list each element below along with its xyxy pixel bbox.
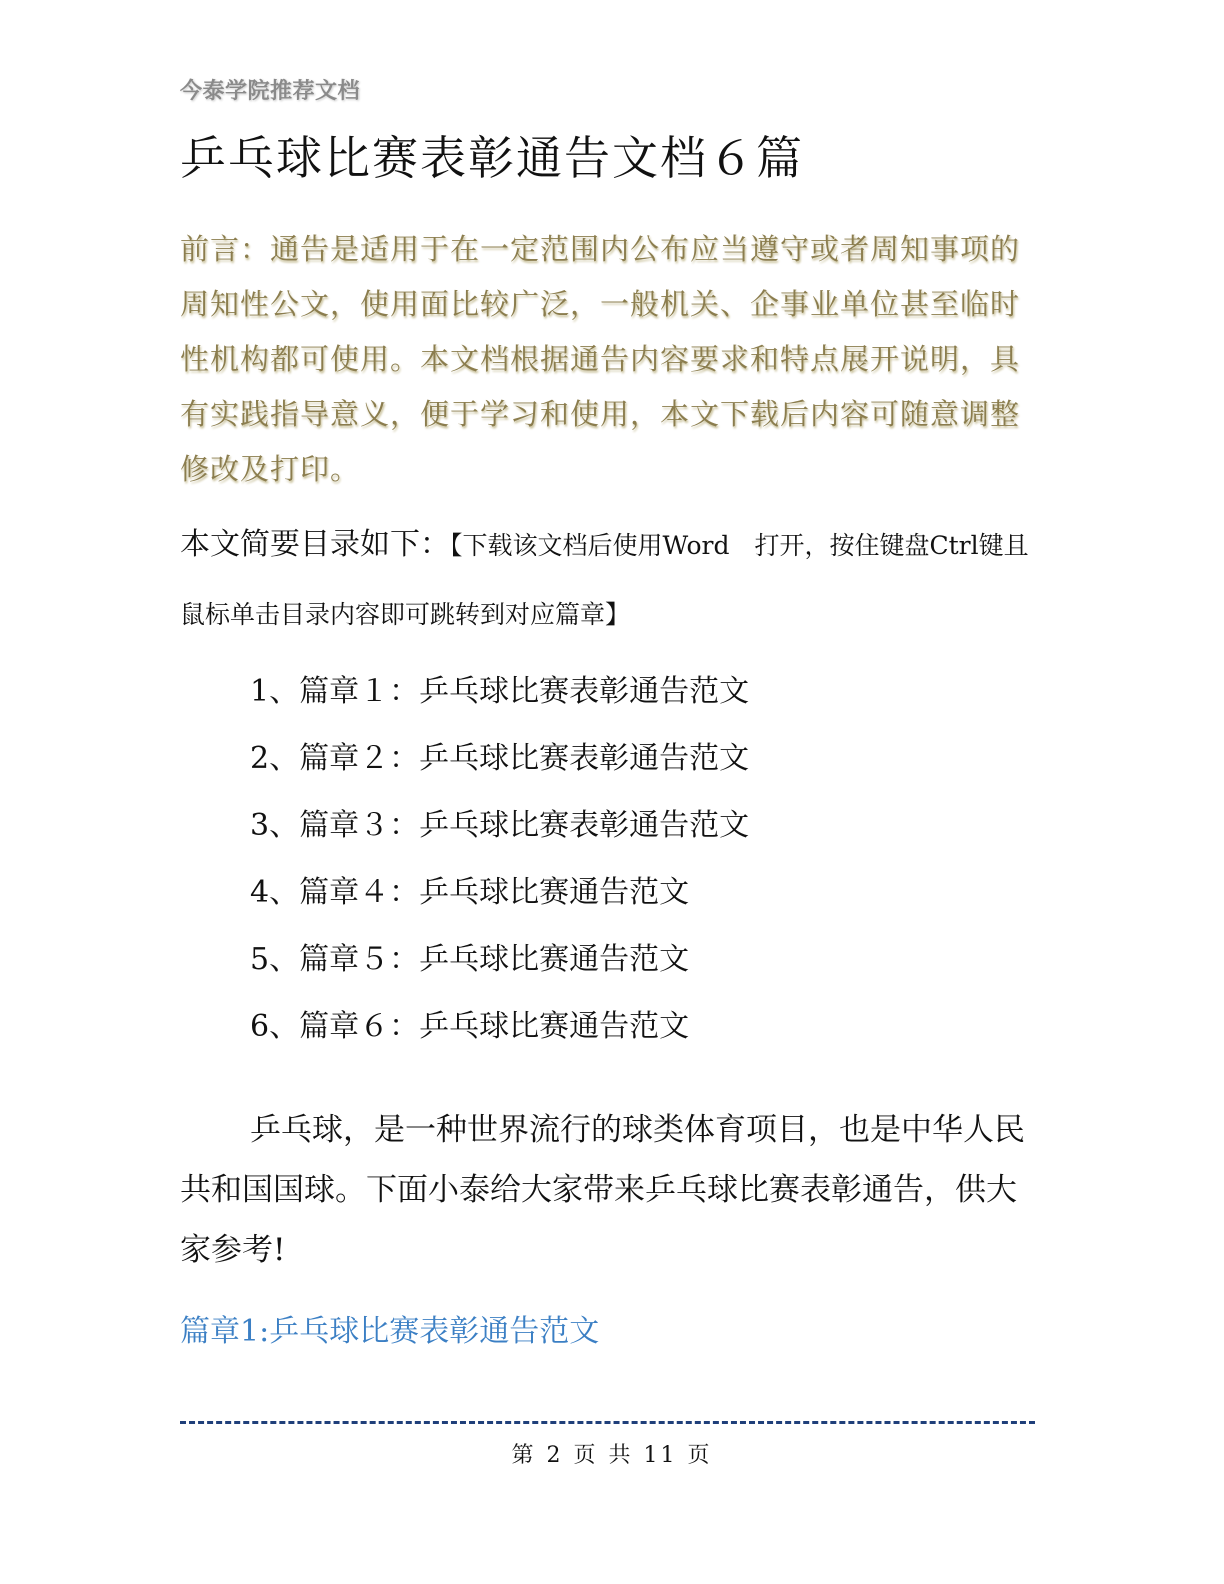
table-of-contents	[250, 664, 749, 1066]
document-title: 乒乓球比赛表彰通告文档６篇	[180, 131, 804, 185]
header-tag: 今泰学院推荐文档	[180, 78, 361, 104]
toc-note: 【下载该文档后使用Word 打开，按住键盘Ctrl键且鼠标单击目录内容即可跳转到对应篇章】	[180, 531, 1029, 629]
intro-paragraph: 乒乓球，是一种世界流行的球类体育项目，也是中华人民共和国国球。下面小泰给大家带来乒乓球比赛表彰通告，供大家参考!	[180, 1112, 1025, 1268]
toc-item-3[interactable]: 3、篇章３：乒乓球比赛表彰通告范文	[250, 808, 750, 843]
chapter-1-heading[interactable]: 篇章1:乒乓球比赛表彰通告范文	[180, 1314, 600, 1349]
preface-paragraph: 前言：通告是适用于在一定范围内公布应当遵守或者周知事项的周知性公文，使用面比较广泛，一般机关、企事业单位甚至临时性机构都可使用。本文档根据通告内容要求和特点展开说明，具有实践指导意义，便于学习和使用，本文下载后内容可随意调整修改及打印。	[180, 232, 1021, 486]
toc-item-5[interactable]: 5、篇章５：乒乓球比赛通告范文	[250, 942, 690, 977]
toc-intro	[180, 512, 1040, 651]
page-number: 第 2 页 共 11 页	[511, 1443, 713, 1468]
toc-item-4[interactable]: 4、篇章４：乒乓球比赛通告范文	[250, 875, 690, 910]
footer-divider	[180, 1421, 1035, 1424]
toc-item-6[interactable]: 6、篇章６：乒乓球比赛通告范文	[250, 1009, 690, 1044]
toc-lead: 本文简要目录如下：	[180, 527, 450, 562]
toc-item-2[interactable]: 2、篇章２：乒乓球比赛表彰通告范文	[250, 741, 750, 776]
toc-item-1[interactable]: 1、篇章１：乒乓球比赛表彰通告范文	[250, 674, 750, 709]
